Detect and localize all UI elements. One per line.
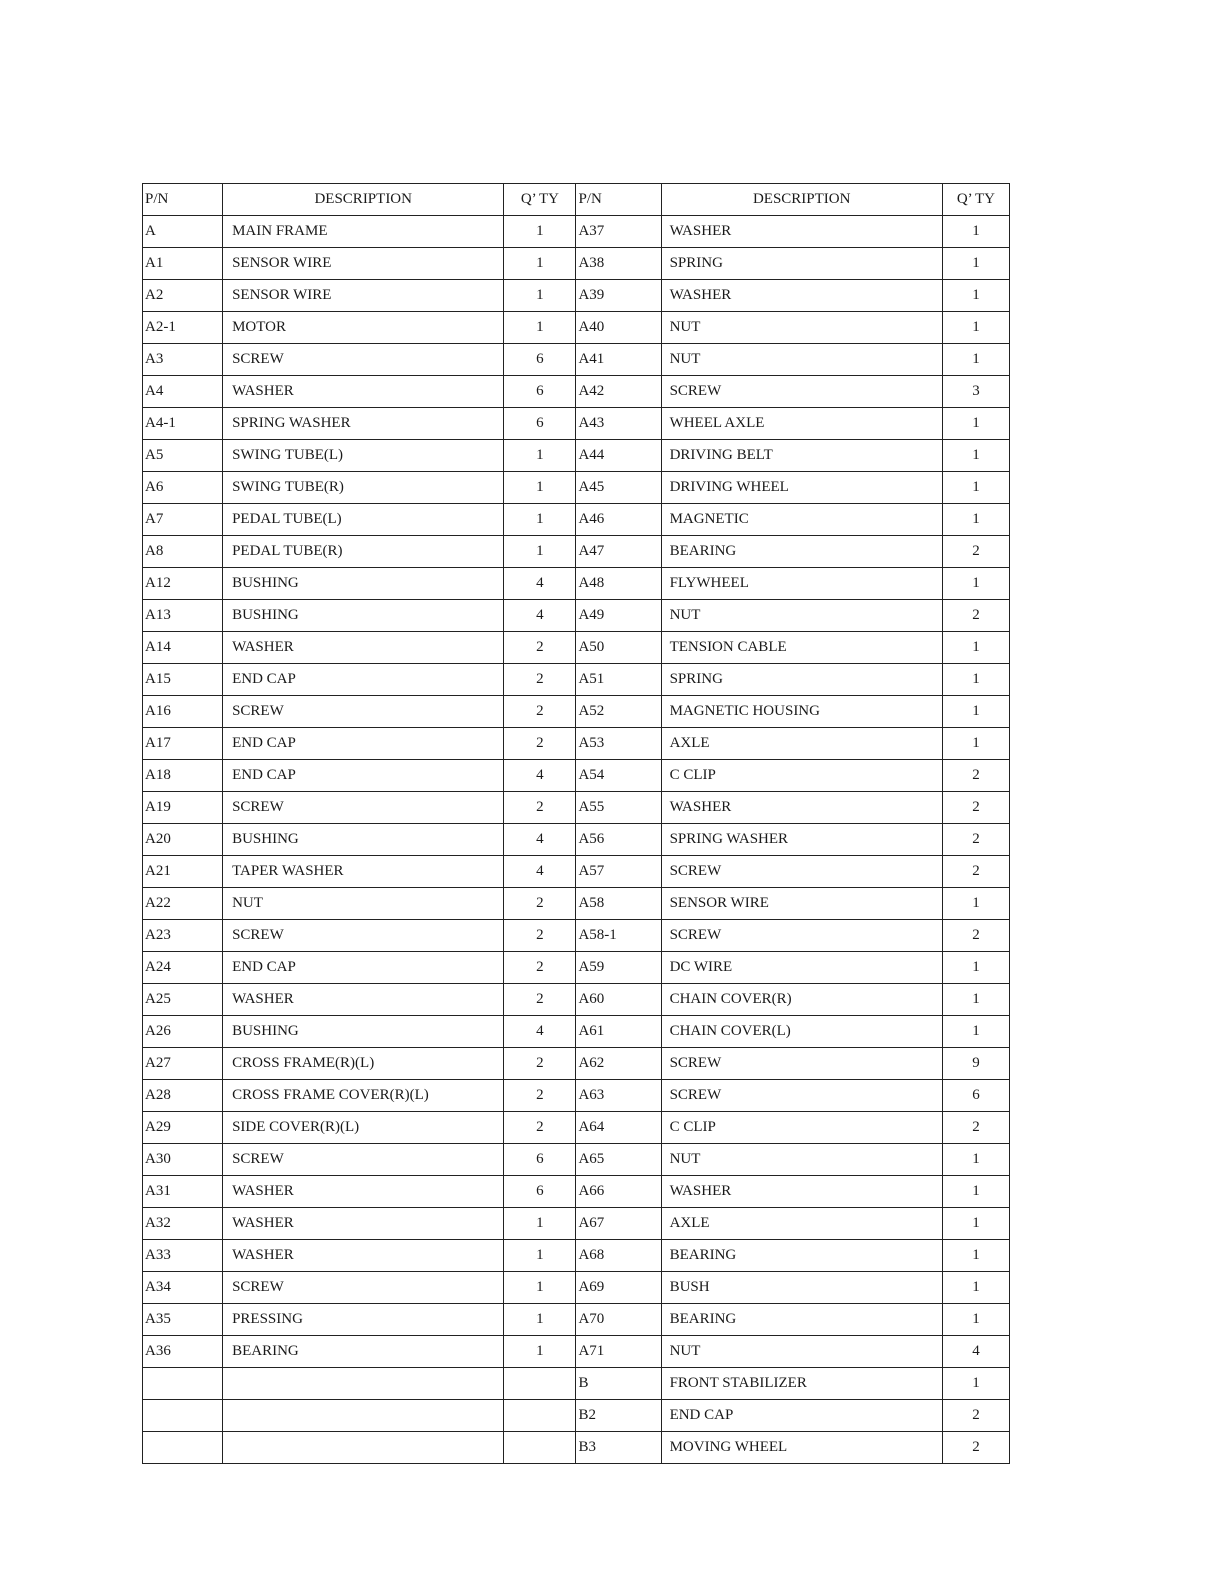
part-number-cell (143, 1400, 223, 1432)
table-row (143, 1048, 1010, 1080)
description-cell: PEDAL TUBE(R) (223, 536, 504, 568)
part-number-cell: A38 (576, 248, 661, 280)
quantity-cell: 2 (504, 920, 576, 952)
header-pn-right: P/N (576, 184, 661, 216)
part-number-cell: A29 (143, 1112, 223, 1144)
description-cell: NUT (661, 1336, 942, 1368)
parts-list-table (142, 183, 1010, 1464)
part-number-cell: A57 (576, 856, 661, 888)
description-cell: WASHER (661, 792, 942, 824)
header-pn: P/N (143, 184, 223, 216)
quantity-cell: 1 (942, 1144, 1009, 1176)
part-number-cell: A52 (576, 696, 661, 728)
header-description-right: DESCRIPTION (661, 184, 942, 216)
quantity-cell: 1 (942, 312, 1009, 344)
part-number-cell: A2 (143, 280, 223, 312)
description-cell: BEARING (661, 1240, 942, 1272)
part-number-cell: A18 (143, 760, 223, 792)
part-number-cell: A55 (576, 792, 661, 824)
description-cell: END CAP (661, 1400, 942, 1432)
quantity-cell: 2 (504, 664, 576, 696)
quantity-cell: 1 (942, 1208, 1009, 1240)
quantity-cell: 1 (504, 536, 576, 568)
quantity-cell: 1 (504, 472, 576, 504)
quantity-cell: 2 (504, 1080, 576, 1112)
part-number-cell: A7 (143, 504, 223, 536)
table-row (143, 1272, 1010, 1304)
quantity-cell: 1 (504, 248, 576, 280)
quantity-cell (504, 1368, 576, 1400)
table-row (143, 280, 1010, 312)
table-row (143, 312, 1010, 344)
description-cell: END CAP (223, 760, 504, 792)
table-row (143, 1144, 1010, 1176)
part-number-cell: A41 (576, 344, 661, 376)
part-number-cell: A35 (143, 1304, 223, 1336)
part-number-cell: A39 (576, 280, 661, 312)
description-cell: WASHER (661, 216, 942, 248)
description-cell: TENSION CABLE (661, 632, 942, 664)
quantity-cell: 1 (942, 408, 1009, 440)
quantity-cell: 1 (942, 504, 1009, 536)
quantity-cell: 2 (942, 1432, 1009, 1464)
table-row (143, 984, 1010, 1016)
description-cell: SCREW (223, 696, 504, 728)
quantity-cell: 1 (942, 632, 1009, 664)
quantity-cell: 1 (942, 728, 1009, 760)
description-cell: WASHER (223, 376, 504, 408)
description-cell: SCREW (661, 376, 942, 408)
quantity-cell: 2 (504, 1048, 576, 1080)
quantity-cell: 2 (942, 824, 1009, 856)
quantity-cell (504, 1432, 576, 1464)
quantity-cell: 6 (504, 1176, 576, 1208)
quantity-cell: 1 (942, 472, 1009, 504)
description-cell: SPRING WASHER (223, 408, 504, 440)
description-cell: BUSHING (223, 568, 504, 600)
description-cell: NUT (661, 344, 942, 376)
description-cell: C CLIP (661, 760, 942, 792)
quantity-cell: 1 (942, 888, 1009, 920)
quantity-cell: 2 (504, 952, 576, 984)
description-cell: SCREW (661, 1080, 942, 1112)
description-cell: NUT (661, 600, 942, 632)
quantity-cell: 6 (942, 1080, 1009, 1112)
table-row (143, 920, 1010, 952)
part-number-cell: A19 (143, 792, 223, 824)
part-number-cell: A53 (576, 728, 661, 760)
table-row (143, 248, 1010, 280)
description-cell: SCREW (223, 792, 504, 824)
part-number-cell (143, 1368, 223, 1400)
description-cell: SPRING (661, 248, 942, 280)
part-number-cell: A23 (143, 920, 223, 952)
quantity-cell: 1 (942, 984, 1009, 1016)
description-cell: MAGNETIC HOUSING (661, 696, 942, 728)
quantity-cell: 4 (504, 824, 576, 856)
description-cell: MOTOR (223, 312, 504, 344)
description-cell: WASHER (223, 1240, 504, 1272)
table-row (143, 888, 1010, 920)
quantity-cell: 2 (942, 760, 1009, 792)
quantity-cell: 4 (942, 1336, 1009, 1368)
description-cell: END CAP (223, 728, 504, 760)
description-cell: MAIN FRAME (223, 216, 504, 248)
table-row (143, 536, 1010, 568)
table-row (143, 1176, 1010, 1208)
quantity-cell: 2 (942, 536, 1009, 568)
quantity-cell: 1 (942, 280, 1009, 312)
description-cell: AXLE (661, 1208, 942, 1240)
part-number-cell: A4-1 (143, 408, 223, 440)
table-row (143, 1432, 1010, 1464)
part-number-cell: A36 (143, 1336, 223, 1368)
description-cell: MOVING WHEEL (661, 1432, 942, 1464)
part-number-cell: A8 (143, 536, 223, 568)
part-number-cell: A33 (143, 1240, 223, 1272)
table-row (143, 600, 1010, 632)
part-number-cell: A20 (143, 824, 223, 856)
table-row (143, 1080, 1010, 1112)
part-number-cell: A17 (143, 728, 223, 760)
description-cell: PEDAL TUBE(L) (223, 504, 504, 536)
quantity-cell: 6 (504, 376, 576, 408)
description-cell: WASHER (661, 280, 942, 312)
part-number-cell: A2-1 (143, 312, 223, 344)
part-number-cell: A56 (576, 824, 661, 856)
part-number-cell: B3 (576, 1432, 661, 1464)
description-cell: PRESSING (223, 1304, 504, 1336)
quantity-cell: 2 (504, 792, 576, 824)
part-number-cell: A26 (143, 1016, 223, 1048)
table-row (143, 1336, 1010, 1368)
table-row (143, 664, 1010, 696)
quantity-cell: 9 (942, 1048, 1009, 1080)
quantity-cell: 1 (504, 280, 576, 312)
header-qty-right: Q’ TY (942, 184, 1009, 216)
description-cell: AXLE (661, 728, 942, 760)
quantity-cell: 1 (504, 1336, 576, 1368)
table-row (143, 1400, 1010, 1432)
header-description: DESCRIPTION (223, 184, 504, 216)
table-row (143, 792, 1010, 824)
table-row (143, 568, 1010, 600)
description-cell: FRONT STABILIZER (661, 1368, 942, 1400)
description-cell: SWING TUBE(L) (223, 440, 504, 472)
quantity-cell: 3 (942, 376, 1009, 408)
table-row (143, 632, 1010, 664)
part-number-cell: A50 (576, 632, 661, 664)
quantity-cell: 2 (942, 600, 1009, 632)
description-cell: WASHER (223, 1176, 504, 1208)
table-row (143, 824, 1010, 856)
part-number-cell: A47 (576, 536, 661, 568)
part-number-cell: A28 (143, 1080, 223, 1112)
quantity-cell: 1 (504, 1304, 576, 1336)
part-number-cell: A64 (576, 1112, 661, 1144)
quantity-cell: 1 (504, 1208, 576, 1240)
description-cell: SENSOR WIRE (661, 888, 942, 920)
table-row (143, 1016, 1010, 1048)
part-number-cell: A49 (576, 600, 661, 632)
description-cell: NUT (661, 312, 942, 344)
quantity-cell: 2 (942, 792, 1009, 824)
quantity-cell: 1 (504, 312, 576, 344)
quantity-cell: 4 (504, 568, 576, 600)
description-cell: WHEEL AXLE (661, 408, 942, 440)
part-number-cell: A31 (143, 1176, 223, 1208)
part-number-cell: A68 (576, 1240, 661, 1272)
description-cell (223, 1368, 504, 1400)
part-number-cell: A54 (576, 760, 661, 792)
quantity-cell: 2 (942, 856, 1009, 888)
part-number-cell: A13 (143, 600, 223, 632)
table-row (143, 216, 1010, 248)
table-row (143, 1368, 1010, 1400)
quantity-cell: 1 (942, 1240, 1009, 1272)
table-row (143, 856, 1010, 888)
description-cell: CHAIN COVER(L) (661, 1016, 942, 1048)
quantity-cell: 1 (942, 216, 1009, 248)
part-number-cell: B (576, 1368, 661, 1400)
description-cell: CROSS FRAME COVER(R)(L) (223, 1080, 504, 1112)
description-cell: END CAP (223, 664, 504, 696)
part-number-cell: A12 (143, 568, 223, 600)
part-number-cell: A34 (143, 1272, 223, 1304)
part-number-cell: A42 (576, 376, 661, 408)
part-number-cell: A (143, 216, 223, 248)
description-cell: C CLIP (661, 1112, 942, 1144)
table-row (143, 1304, 1010, 1336)
description-cell: BUSH (661, 1272, 942, 1304)
part-number-cell: A6 (143, 472, 223, 504)
table-row (143, 472, 1010, 504)
description-cell: MAGNETIC (661, 504, 942, 536)
quantity-cell: 1 (942, 248, 1009, 280)
quantity-cell: 1 (942, 1272, 1009, 1304)
header-row (143, 184, 1010, 216)
description-cell: SCREW (661, 1048, 942, 1080)
table-row (143, 1112, 1010, 1144)
part-number-cell: A3 (143, 344, 223, 376)
description-cell: NUT (661, 1144, 942, 1176)
part-number-cell: A58 (576, 888, 661, 920)
part-number-cell: B2 (576, 1400, 661, 1432)
table-row (143, 504, 1010, 536)
quantity-cell: 1 (942, 1368, 1009, 1400)
quantity-cell: 2 (504, 696, 576, 728)
description-cell: SCREW (223, 920, 504, 952)
description-cell: BEARING (223, 1336, 504, 1368)
description-cell: SIDE COVER(R)(L) (223, 1112, 504, 1144)
table-row (143, 440, 1010, 472)
quantity-cell: 4 (504, 856, 576, 888)
description-cell: DRIVING BELT (661, 440, 942, 472)
parts-body (143, 216, 1010, 1464)
quantity-cell: 2 (504, 1112, 576, 1144)
description-cell: BEARING (661, 1304, 942, 1336)
description-cell (223, 1432, 504, 1464)
part-number-cell: A65 (576, 1144, 661, 1176)
quantity-cell: 1 (942, 1304, 1009, 1336)
quantity-cell: 1 (504, 440, 576, 472)
quantity-cell: 2 (504, 888, 576, 920)
quantity-cell: 1 (942, 664, 1009, 696)
part-number-cell: A46 (576, 504, 661, 536)
quantity-cell (504, 1400, 576, 1432)
part-number-cell (143, 1432, 223, 1464)
description-cell: CROSS FRAME(R)(L) (223, 1048, 504, 1080)
description-cell: NUT (223, 888, 504, 920)
quantity-cell: 2 (504, 728, 576, 760)
quantity-cell: 1 (942, 696, 1009, 728)
part-number-cell: A63 (576, 1080, 661, 1112)
part-number-cell: A22 (143, 888, 223, 920)
description-cell: SCREW (661, 920, 942, 952)
part-number-cell: A69 (576, 1272, 661, 1304)
part-number-cell: A1 (143, 248, 223, 280)
quantity-cell: 6 (504, 1144, 576, 1176)
table-row (143, 376, 1010, 408)
description-cell: FLYWHEEL (661, 568, 942, 600)
description-cell: DC WIRE (661, 952, 942, 984)
quantity-cell: 1 (504, 216, 576, 248)
quantity-cell: 4 (504, 600, 576, 632)
description-cell: WASHER (223, 1208, 504, 1240)
quantity-cell: 2 (942, 1400, 1009, 1432)
description-cell: END CAP (223, 952, 504, 984)
quantity-cell: 1 (504, 504, 576, 536)
part-number-cell: A5 (143, 440, 223, 472)
table-row (143, 1208, 1010, 1240)
header-qty: Q’ TY (504, 184, 576, 216)
quantity-cell: 6 (504, 344, 576, 376)
description-cell: SCREW (223, 1144, 504, 1176)
part-number-cell: A60 (576, 984, 661, 1016)
description-cell: SCREW (223, 1272, 504, 1304)
part-number-cell: A71 (576, 1336, 661, 1368)
quantity-cell: 2 (504, 984, 576, 1016)
quantity-cell: 1 (504, 1272, 576, 1304)
table-row (143, 696, 1010, 728)
description-cell: BEARING (661, 536, 942, 568)
description-cell: WASHER (223, 632, 504, 664)
table-row (143, 1240, 1010, 1272)
part-number-cell: A32 (143, 1208, 223, 1240)
table-row (143, 728, 1010, 760)
part-number-cell: A48 (576, 568, 661, 600)
part-number-cell: A70 (576, 1304, 661, 1336)
part-number-cell: A61 (576, 1016, 661, 1048)
part-number-cell: A21 (143, 856, 223, 888)
description-cell: SPRING WASHER (661, 824, 942, 856)
part-number-cell: A66 (576, 1176, 661, 1208)
part-number-cell: A62 (576, 1048, 661, 1080)
part-number-cell: A14 (143, 632, 223, 664)
table-row (143, 408, 1010, 440)
quantity-cell: 1 (942, 952, 1009, 984)
description-cell: SENSOR WIRE (223, 280, 504, 312)
quantity-cell: 4 (504, 1016, 576, 1048)
description-cell: SENSOR WIRE (223, 248, 504, 280)
part-number-cell: A37 (576, 216, 661, 248)
description-cell: BUSHING (223, 1016, 504, 1048)
quantity-cell: 1 (942, 1016, 1009, 1048)
part-number-cell: A30 (143, 1144, 223, 1176)
part-number-cell: A45 (576, 472, 661, 504)
quantity-cell: 2 (942, 920, 1009, 952)
description-cell: WASHER (223, 984, 504, 1016)
table-row (143, 344, 1010, 376)
part-number-cell: A40 (576, 312, 661, 344)
quantity-cell: 2 (942, 1112, 1009, 1144)
part-number-cell: A27 (143, 1048, 223, 1080)
part-number-cell: A25 (143, 984, 223, 1016)
part-number-cell: A58-1 (576, 920, 661, 952)
quantity-cell: 1 (942, 568, 1009, 600)
description-cell: SPRING (661, 664, 942, 696)
part-number-cell: A44 (576, 440, 661, 472)
quantity-cell: 4 (504, 760, 576, 792)
part-number-cell: A16 (143, 696, 223, 728)
part-number-cell: A67 (576, 1208, 661, 1240)
part-number-cell: A24 (143, 952, 223, 984)
part-number-cell: A51 (576, 664, 661, 696)
quantity-cell: 1 (942, 1176, 1009, 1208)
description-cell: SCREW (661, 856, 942, 888)
description-cell: CHAIN COVER(R) (661, 984, 942, 1016)
quantity-cell: 1 (942, 344, 1009, 376)
table-row (143, 760, 1010, 792)
description-cell: DRIVING WHEEL (661, 472, 942, 504)
description-cell: SCREW (223, 344, 504, 376)
part-number-cell: A4 (143, 376, 223, 408)
quantity-cell: 1 (942, 440, 1009, 472)
part-number-cell: A15 (143, 664, 223, 696)
description-cell: WASHER (661, 1176, 942, 1208)
description-cell: SWING TUBE(R) (223, 472, 504, 504)
quantity-cell: 6 (504, 408, 576, 440)
description-cell: BUSHING (223, 600, 504, 632)
part-number-cell: A43 (576, 408, 661, 440)
description-cell: TAPER WASHER (223, 856, 504, 888)
quantity-cell: 2 (504, 632, 576, 664)
part-number-cell: A59 (576, 952, 661, 984)
description-cell: BUSHING (223, 824, 504, 856)
table-row (143, 952, 1010, 984)
description-cell (223, 1400, 504, 1432)
quantity-cell: 1 (504, 1240, 576, 1272)
